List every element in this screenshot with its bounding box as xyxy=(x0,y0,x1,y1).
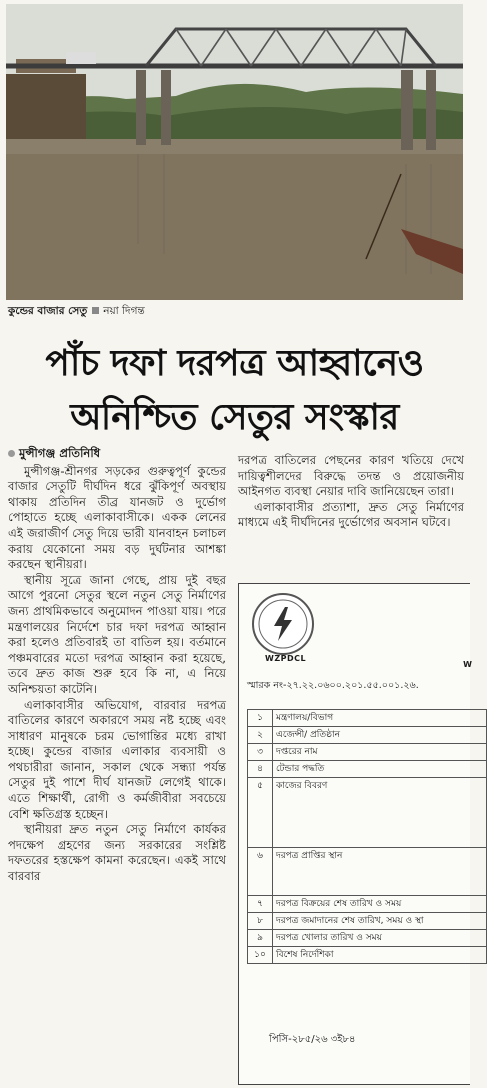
table-row: ১০ বিশেষ নির্দেশিকা xyxy=(248,947,487,964)
paragraph: এলাকাবাসীর অভিযোগ, বারবার দরপত্র বাতিলের কারণে অকারণে সময় নষ্ট হচ্ছে এবং সাধারণ মানুষকে চরম ভোগান্তির মধ্যে রাখা হচ্ছে। কুন্ডের বাজার এলাকার ব্যবসায়ী ও পথচারীরা জানান, সকাল থেকে সন্ধ্যা পর্যন্ত সেতুর দুই পাশে দীর্ঘ যানজট লেগেই থাকে। এতে শিক্ষার্থী, রোগী ও কর্মজীবীরা সবচেয়ে বেশি ক্ষতিগ্রস্ত হচ্ছেন। xyxy=(8,697,226,821)
byline xyxy=(8,446,226,462)
table-row: ৬ দরপত্র প্রাপ্তির স্থান xyxy=(248,848,487,896)
headline-line-1: পাঁচ দফা দরপত্র আহ্বানেও xyxy=(45,343,424,384)
article-column-2 xyxy=(238,453,464,531)
table-row: ২ এজেন্সী/ প্রতিষ্ঠান xyxy=(248,727,487,744)
separator-square-icon xyxy=(92,307,99,314)
paragraph: মুন্সীগঞ্জ-শ্রীনগর সড়কের গুরুত্বপূর্ণ কুন্ডের বাজার সেতুটি দীর্ঘদিন ধরে ঝুঁকিপূর্ণ অবস্থায় থাকায় প্রতিদিন তীব্র যানজট ও দুর্ভোগ পোহাতে হচ্ছে এলাকাবাসীকে। একক লেনের এই জরাজীর্ণ সেতু দিয়ে ভারী যানবাহন চলাচল করায় যেকোনো সময় বড় দুর্ঘটনার আশঙ্কা করছেন স্থানীয়রা। xyxy=(8,463,226,572)
table-row: ৪ টেন্ডার পদ্ধতি xyxy=(248,761,487,778)
paragraph: স্থানীয়রা দ্রুত নতুন সেতু নির্মাণে কার্যকর পদক্ষেপ গ্রহণের জন্য সরকারের সংশ্লিষ্ট দফতরের হস্তক্ষেপ কামনা করেছেন। একই সাথে বারবার xyxy=(8,822,226,884)
photo-caption xyxy=(8,304,145,321)
paragraph: দরপত্র বাতিলের পেছনের কারণ খতিয়ে দেখে দায়িত্বশীলদের বিরুদ্ধে তদন্ত ও প্রয়োজনীয় আইনগত ব্যবস্থা নেয়ার দাবি জানিয়েছেন তারা। xyxy=(238,453,464,499)
wzpdcl-logo xyxy=(252,593,314,655)
caption-label: কুন্ডের বাজার সেতু xyxy=(8,305,88,317)
paragraph: স্থানীয় সূত্রে জানা গেছে, প্রায় দুই বছর আগে পুরনো সেতুর স্থলে নতুন সেতু নির্মাণের জন্য প্রাথমিকভাবে অনুমোদন পাওয়া যায়। পরে মন্ত্রণালয়ের নির্দেশে চার দফা দরপত্র আহ্বান করা হলেও প্রতিবারই তা বাতিল হয়। বর্তমানে পঞ্চমবারের মতো দরপত্র আহ্বান করা হয়েছে, তবে দ্রুত কাজ শুরু হবে কি না, এ নিয়ে অনিশ্চয়তা কাটেনি। xyxy=(8,572,226,696)
byline-text: মুন্সীগঞ্জ প্রতিনিধি xyxy=(19,446,101,460)
bullet-icon xyxy=(8,450,15,457)
ad-footer-code: পিসি-২৮৫/২৬ ৩ই৮৪ xyxy=(269,1034,356,1045)
article-column-1 xyxy=(8,446,226,885)
paragraph: এলাকাবাসীর প্রত্যাশা, দ্রুত সেতু নির্মাণের মাধ্যমে এই দীর্ঘদিনের দুর্ভোগের অবসান ঘটবে। xyxy=(238,499,464,530)
table-row: ৫ কাজের বিবরণ xyxy=(248,778,487,848)
headline-line-2: অনিশ্চিত সেতুর সংস্কার xyxy=(70,397,399,438)
table-row: ৭ দরপত্র বিক্রয়ের শেষ তারিখ ও সময় xyxy=(248,896,487,913)
tender-table xyxy=(247,709,487,964)
table-row: ৩ দপ্তরের নাম xyxy=(248,744,487,761)
caption-source: নয়া দিগন্ত xyxy=(103,305,145,317)
table-row: ১ মন্ত্রণালয়/বিভাগ xyxy=(248,710,487,727)
table-row: ৮ দরপত্র জমাদানের শেষ তারিখ, সময় ও স্থা xyxy=(248,913,487,930)
logo-text: WZPDCL xyxy=(265,654,307,663)
memo-number: স্মারক নং-২৭.২২.০৬০০.২০১.৫৫.০০১.২৬. xyxy=(247,680,419,691)
table-row: ৯ দরপত্র খোলার তারিখ ও সময় xyxy=(248,930,487,947)
tender-advertisement xyxy=(238,583,470,1085)
ad-corner-text: W xyxy=(463,660,472,669)
bridge-photo xyxy=(6,4,463,300)
